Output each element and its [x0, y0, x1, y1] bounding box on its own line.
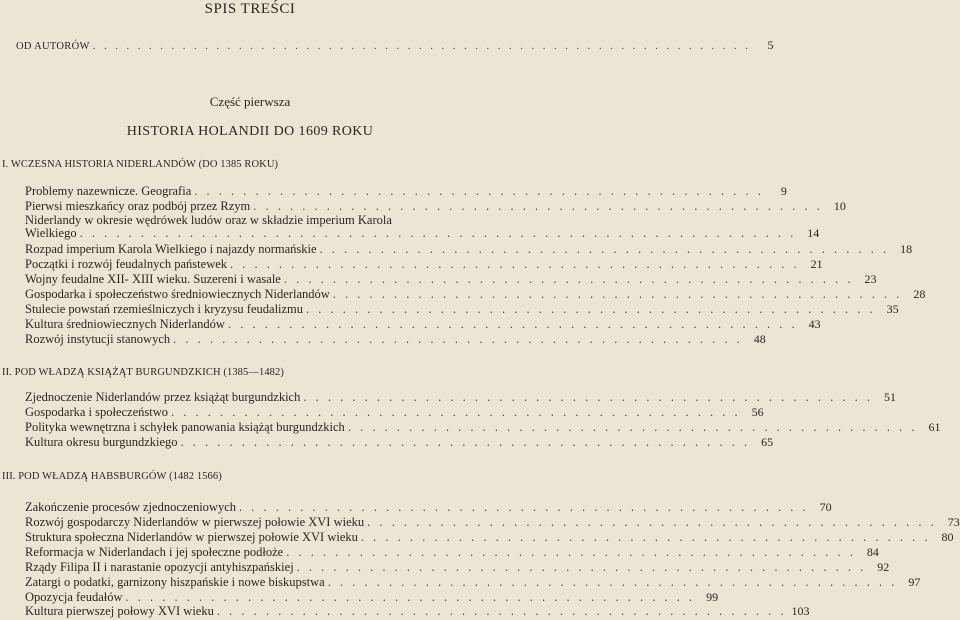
page-title: SPIS TREŚCI [204, 1, 296, 17]
entry-title: Pierwsi mieszkańcy oraz podbój przez Rzym [25, 199, 251, 213]
page-number: 97 [908, 575, 921, 589]
toc-entry[interactable] [25, 199, 846, 214]
toc-entry[interactable] [25, 560, 890, 575]
toc-entry[interactable] [25, 530, 954, 545]
toc-entry[interactable] [25, 405, 764, 420]
page-number: 23 [864, 272, 877, 286]
leader-dots: . . . . . . . . . . . . . . . . . . . . . . . . . . . . . . . . . . . . . . . . . . . . . . . [327, 575, 898, 589]
toc-entry[interactable] [25, 213, 820, 240]
toc-entry[interactable] [25, 302, 899, 317]
toc-entry[interactable] [25, 332, 766, 347]
chapter-heading: III. POD WŁADZĄ HABSBURGÓW (1482 1566) [2, 471, 222, 482]
entry-title: Zakończenie procesów zjednoczeniowych [25, 500, 237, 514]
entry-title: Gospodarka i społeczeństwo średniowiecznych Niderlandów [25, 287, 330, 301]
toc-entry[interactable] [25, 184, 787, 199]
entry-title: Rozwój gospodarczy Niderlandów w pierwszej połowie XVI wieku [25, 515, 365, 529]
toc-entry[interactable] [25, 590, 719, 605]
page-number: 51 [883, 390, 896, 404]
entry-title: Kultura pierwszej połowy XVI wieku [25, 604, 214, 618]
toc-entry[interactable] [25, 575, 921, 590]
leader-dots: . . . . . . . . . . . . . . . . . . . . . . . . . . . . . . . . . . . . . . . . . . . . . . . [283, 272, 854, 286]
page-number: 80 [941, 530, 954, 544]
entry-title: Wojny feudalne XII- XIII wieku. Suzereni i wasale [25, 272, 281, 286]
toc-entry[interactable] [25, 604, 810, 619]
page-number: 28 [913, 287, 926, 301]
page-number: 61 [928, 420, 941, 434]
entry-title: Opozycja feudałów [25, 590, 123, 604]
entry-title: Rozwój instytucji stanowych [25, 332, 171, 346]
toc-entry[interactable] [25, 287, 926, 302]
leader-dots: . . . . . . . . . . . . . . . . . . . . . . . . . . . . . . . . . . . . . . . . . . . . . . . [253, 199, 823, 213]
entry-title: Reformacja w Niderlandach i jej społeczne podłoże [25, 545, 284, 559]
leader-dots: . . . . . . . . . . . . . . . . . . . . . . . . . . . . . . . . . . . . . . . . . . . . . . . [319, 242, 890, 256]
leader-dots: . . . . . . . . . . . . . . . . . . . . . . . . . . . . . . . . . . . . . . . . . . . . . . . [306, 302, 876, 316]
chapter-heading: I. WCZESNA HISTORIA NIDERLANDÓW (DO 1385 ROKU) [2, 159, 279, 170]
page-number: 21 [810, 257, 823, 271]
entry-title: Zatargi o podatki, garnizony hiszpańskie i nowe biskupstwa [25, 575, 325, 589]
page-number: 10 [833, 199, 846, 213]
page-number: 56 [751, 405, 764, 419]
entry-title: Niderlandy w okresie wędrówek ludów oraz w składzie imperium Karola [25, 213, 392, 227]
page-number: 84 [866, 545, 879, 559]
leader-dots: . . . . . . . . . . . . . . . . . . . . . . . . . . . . . . . . . . . . . . . . . . . . . . . [194, 184, 764, 198]
toc-entry-authors[interactable] [16, 38, 774, 53]
entry-title: Polityka wewnętrzna i schyłek panowania książąt burgundzkich [25, 420, 345, 434]
toc-entry[interactable] [25, 390, 896, 405]
leader-dots: . . . . . . . . . . . . . . . . . . . . . . . . . . . . . . . . . . . . . . . . . . . . . . . [125, 590, 696, 604]
leader-dots: . . . . . . . . . . . . . . . . . . . . . . . . . . . . . . . . . . . . . . . . . . . . . . . . . . . . . . . . . . . [92, 41, 751, 52]
entry-title: OD AUTORÓW [16, 41, 90, 52]
leader-dots: . . . . . . . . . . . . . . . . . . . . . . . . . . . . . . . . . . . . . . . . . . . . . . . [296, 560, 867, 574]
entry-title: Rozpad imperium Karola Wielkiego i najazdy normańskie [25, 242, 317, 256]
chapter-heading: II. POD WŁADZĄ KSIĄŻĄT BURGUNDZKICH (1385—1482) [2, 367, 284, 378]
toc-entry[interactable] [25, 242, 913, 257]
entry-title: Początki i rozwój feudalnych państewek [25, 257, 228, 271]
leader-dots: . . . . . . . . . . . . . . . . . . . . . . . . . . . . . . . . . . . . . . . . . . . . . . . [286, 545, 856, 559]
page-number: 70 [819, 500, 832, 514]
leader-dots: . . . . . . . . . . . . . . . . . . . . . . . . . . . . . . . . . . . . . . . . . . . . . . . [347, 420, 918, 434]
page-number: 92 [877, 560, 890, 574]
page-number: 103 [791, 604, 810, 618]
toc-entry[interactable] [25, 515, 960, 530]
toc-entry[interactable] [25, 272, 877, 287]
leader-dots: . . . . . . . . . . . . . . . . . . . . . . . . . . . . . . . . . . . . . . . . . . . . . . . [216, 604, 787, 618]
toc-entry[interactable] [25, 420, 941, 435]
toc-entry[interactable] [25, 500, 832, 515]
entry-title: Stulecie powstań rzemieślniczych i kryzysu feudalizmu [25, 302, 304, 316]
leader-dots: . . . . . . . . . . . . . . . . . . . . . . . . . . . . . . . . . . . . . . . . . . . . . . . [171, 405, 741, 419]
entry-title: Zjednoczenie Niderlandów przez książąt burgundzkich [25, 390, 301, 404]
toc-entry[interactable] [25, 545, 879, 560]
leader-dots: . . . . . . . . . . . . . . . . . . . . . . . . . . . . . . . . . . . . . . . . . . . . . . . [230, 257, 800, 271]
leader-dots: . . . . . . . . . . . . . . . . . . . . . . . . . . . . . . . . . . . . . . . . . . . . . . . [332, 287, 903, 301]
entry-title: Kultura okresu burgundzkiego [25, 435, 178, 449]
entry-title: Gospodarka i społeczeństwo [25, 405, 169, 419]
page-number: 14 [807, 226, 820, 240]
toc-entry[interactable] [25, 435, 774, 450]
toc-entry[interactable] [25, 257, 823, 272]
toc-entry[interactable] [25, 317, 821, 332]
leader-dots: . . . . . . . . . . . . . . . . . . . . . . . . . . . . . . . . . . . . . . . . . . . . . . . [239, 500, 809, 514]
entry-title: Problemy nazewnicze. Geografia [25, 184, 192, 198]
entry-title: Struktura społeczna Niderlandów w pierwszej połowie XVI wieku [25, 530, 358, 544]
page-number: 73 [947, 515, 960, 529]
leader-dots: . . . . . . . . . . . . . . . . . . . . . . . . . . . . . . . . . . . . . . . . . . . . . . . . . . . . . . . . . . . [79, 226, 797, 240]
entry-title: Kultura średniowiecznych Niderlandów [25, 317, 225, 331]
leader-dots: . . . . . . . . . . . . . . . . . . . . . . . . . . . . . . . . . . . . . . . . . . . . . . . [367, 515, 937, 529]
part-title: HISTORIA HOLANDII DO 1609 ROKU [126, 124, 374, 139]
page-number: 9 [780, 184, 787, 198]
page-number: 35 [886, 302, 899, 316]
leader-dots: . . . . . . . . . . . . . . . . . . . . . . . . . . . . . . . . . . . . . . . . . . . . . . . [227, 317, 798, 331]
page-number: 5 [767, 38, 774, 52]
page-number: 65 [761, 435, 774, 449]
leader-dots: . . . . . . . . . . . . . . . . . . . . . . . . . . . . . . . . . . . . . . . . . . . . . . . [173, 332, 743, 346]
page-number: 48 [753, 332, 766, 346]
part-label: Część pierwsza [209, 94, 291, 109]
leader-dots: . . . . . . . . . . . . . . . . . . . . . . . . . . . . . . . . . . . . . . . . . . . . . . . [303, 390, 873, 404]
entry-title-continued: Wielkiego [25, 226, 77, 240]
page-number: 99 [706, 590, 719, 604]
leader-dots: . . . . . . . . . . . . . . . . . . . . . . . . . . . . . . . . . . . . . . . . . . . . . . . [180, 435, 751, 449]
entry-title: Rządy Filipa II i narastanie opozycji antyhiszpańskiej [25, 560, 294, 574]
leader-dots: . . . . . . . . . . . . . . . . . . . . . . . . . . . . . . . . . . . . . . . . . . . . . . . [360, 530, 931, 544]
page-number: 43 [808, 317, 821, 331]
page-number: 18 [900, 242, 913, 256]
